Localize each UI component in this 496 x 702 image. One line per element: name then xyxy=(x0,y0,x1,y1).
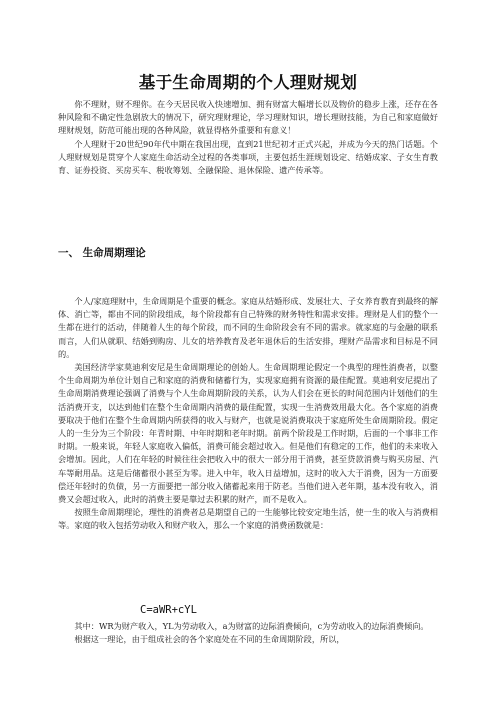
post-formula-section xyxy=(58,620,438,646)
body-paragraph: 按照生命周期理论，理性的消费者总是期望自己的一生能够比较安定地生活，使一生的收入与消费相等。家庭的收入包括劳动收入和财产收入，那么一个家庭的消费函数就是： xyxy=(58,507,438,531)
body-paragraph: 美国经济学家莫迪利安尼是生命周期理论的创始人。生命周期理论假定一个典型的理性消费者，以整个生命周期为单位计划自己和家庭的消费和储蓄行为，实现家庭拥有资源的最佳配置。莫迪利安尼提出了生命周期消费理论强调了消费与个人生命周期阶段的关系，认为人们会在更长的时间范围内计划他们的生活消费开支，以达到他们在整个生命周期内消费的最佳配置，实现一生消费效用最大化。各个家庭的消费要取决于他们在整个生命周期内所获得的收入与财产，也就是说消费取决于家庭所处生命周期阶段。假定人的一生分为三个阶段：年青时期、中年时期和老年时期。前两个阶段是工作时期，后面的一个事非工作时期。一般来说，年轻人家庭收入偏低，消费可能会超过收入。但是他们有稳定的工作，他们的未来收入会增加。因此，人们在年轻的时候往往会把收入中的很大一部分用于消费，甚至贷款消费与购买房屋、汽车等耐用品。这是后储蓄很小甚至为零。进入中年，收入日益增加，这时的收入大于消费，因为一方面要偿还年轻时的负债，另一方面要把一部分收入储蓄起来用于防老。当他们进入老年期，基本没有收入，消费又会超过收入，此时的消费主要是靠过去积累的财产，而不是收入。 xyxy=(58,362,438,505)
intro-paragraph: 你不理财，财不理你。在今天居民收入快速增加、拥有财富大幅增长以及物价的稳步上涨，还存在各种风险和不确定性急剧放大的情况下，研究理财理论，学习理财知识，增长理财技能，为自己和家庭做好理财规划，防范可能出现的各种风险，就显得格外重要和有意义！ xyxy=(58,99,438,136)
body-paragraph: 个人/家庭理财中，生命周期是个重要的概念。家庭从结婚形成、发展壮大、子女养育教育到最终的解体、消亡等，都由不同的阶段组成，每个阶段都有自己特殊的财务特性和需求安排。理财是人们的整个一生都在进行的活动，伴随着人生的每个阶段，而不同的生命阶段会有不同的需求。就家庭的与金融的联系而言，人们从就职、结婚到购房、儿女的培养教育及老年退休后的生活安排，理财产品需求和目标是不同的。 xyxy=(58,296,438,359)
intro-section xyxy=(58,98,438,177)
intro-paragraph: 个人理财于20世纪90年代中期在我国出现，直到21世纪初才正式兴起，并成为今天的热门话题。个人理财规划是贯穿个人家庭生命活动全过程的各类事项，主要包括生涯规划设定、结婚成家、子女生育教育、证券投资、买房买车、税收筹划、全融保险、退休保险、遗产传承等。 xyxy=(58,138,438,176)
document-title: 基于生命周期的个人理财规划 xyxy=(138,73,358,92)
section-heading: 一、 生命周期理论 xyxy=(58,247,146,259)
consumption-formula: C=aWR+cYL xyxy=(140,604,197,616)
section-body xyxy=(58,295,438,533)
body-paragraph: 根据这一理论，由于组成社会的各个家庭处在不同的生命周期阶段，所以， xyxy=(74,634,345,645)
body-paragraph: 其中：WR为财产收入，YL为劳动收入，a为财富的边际消费倾向，c为劳动收入的边际消费倾向。 xyxy=(74,621,429,631)
